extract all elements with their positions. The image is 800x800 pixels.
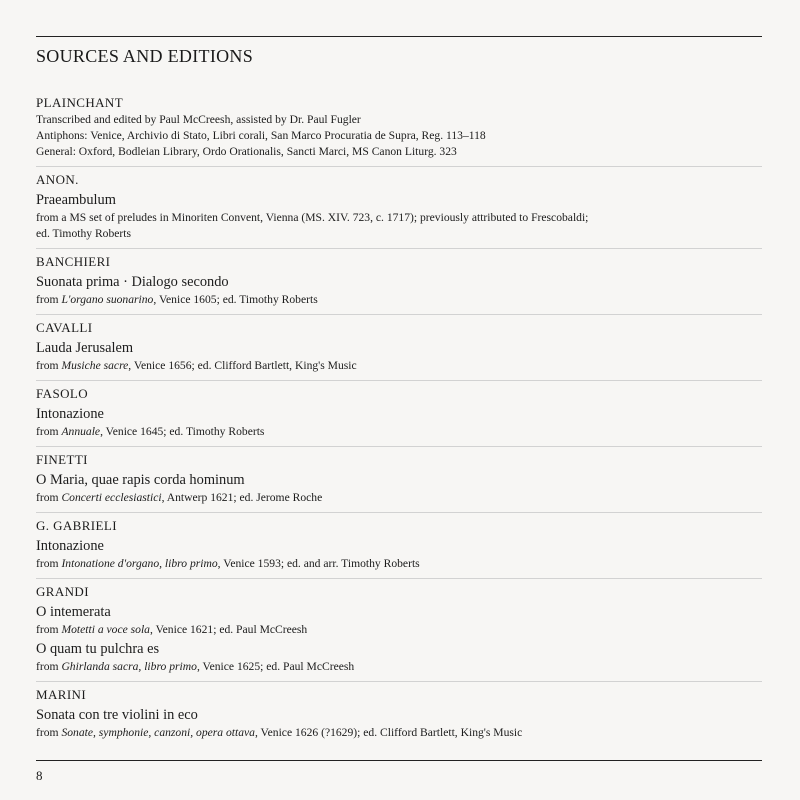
composer-name: GRANDI xyxy=(36,584,89,599)
work-source: from Ghirlanda sacra, libro primo, Venice 1625; ed. Paul McCreesh xyxy=(36,660,355,673)
page-number: 8 xyxy=(36,768,43,783)
composer-name: FINETTI xyxy=(36,452,88,467)
bottom-rule xyxy=(36,760,762,761)
section-grandi xyxy=(36,579,762,682)
work-title: Praeambulum xyxy=(36,192,116,208)
plainchant-line: General: Oxford, Bodleian Library, Ordo Orationalis, Sancti Marci, MS Canon Liturg. 323 xyxy=(36,145,457,158)
work-title: Sonata con tre violini in eco xyxy=(36,707,198,723)
section-fasolo xyxy=(36,381,762,447)
work-title: Intonazione xyxy=(36,406,104,422)
document-page xyxy=(36,0,762,800)
plainchant-line: Transcribed and edited by Paul McCreesh, assisted by Dr. Paul Fugler xyxy=(36,113,361,126)
work-title: Suonata prima · Dialogo secondo xyxy=(36,274,229,290)
work-title: Lauda Jerusalem xyxy=(36,340,134,356)
page-title: SOURCES AND EDITIONS xyxy=(36,46,254,66)
composer-name: CAVALLI xyxy=(36,320,93,335)
section-banchieri xyxy=(36,249,762,315)
section-marini xyxy=(36,682,762,747)
work-source: from Concerti ecclesiastici, Antwerp 1621; ed. Jerome Roche xyxy=(36,491,323,504)
work-source: from Sonate, symphonie, canzoni, opera ottava, Venice 1626 (?1629); ed. Clifford Bartlett, King's Music xyxy=(36,726,523,739)
section-finetti xyxy=(36,447,762,513)
composer-name: BANCHIERI xyxy=(36,254,111,269)
work-source: from a MS set of preludes in Minoriten Convent, Vienna (MS. XIV. 723, c. 1717); previously attributed to Frescobaldi; xyxy=(36,211,589,224)
work-title: O Maria, quae rapis corda hominum xyxy=(36,472,245,488)
sources-list xyxy=(36,90,762,747)
top-rule xyxy=(36,36,762,37)
composer-name: G. GABRIELI xyxy=(36,518,117,533)
section-anon xyxy=(36,167,762,249)
work-source: from L'organo suonarino, Venice 1605; ed. Timothy Roberts xyxy=(36,293,318,306)
composer-name: ANON. xyxy=(36,172,79,187)
work-title: O intemerata xyxy=(36,604,111,620)
composer-name: FASOLO xyxy=(36,386,89,401)
work-title: Intonazione xyxy=(36,538,104,554)
work-source: from Musiche sacre, Venice 1656; ed. Clifford Bartlett, King's Music xyxy=(36,359,357,372)
work-title: O quam tu pulchra es xyxy=(36,641,160,657)
section-plainchant xyxy=(36,90,762,167)
work-source-cont: ed. Timothy Roberts xyxy=(36,227,132,240)
work-source: from Annuale, Venice 1645; ed. Timothy Roberts xyxy=(36,425,265,438)
work-source: from Motetti a voce sola, Venice 1621; ed. Paul McCreesh xyxy=(36,623,308,636)
section-cavalli xyxy=(36,315,762,381)
composer-name: PLAINCHANT xyxy=(36,95,124,110)
section-gabrieli xyxy=(36,513,762,579)
plainchant-line: Antiphons: Venice, Archivio di Stato, Libri corali, San Marco Procuratia de Supra, Reg. 113–118 xyxy=(36,129,486,142)
composer-name: MARINI xyxy=(36,687,87,702)
work-source: from Intonatione d'organo, libro primo, Venice 1593; ed. and arr. Timothy Roberts xyxy=(36,557,420,570)
